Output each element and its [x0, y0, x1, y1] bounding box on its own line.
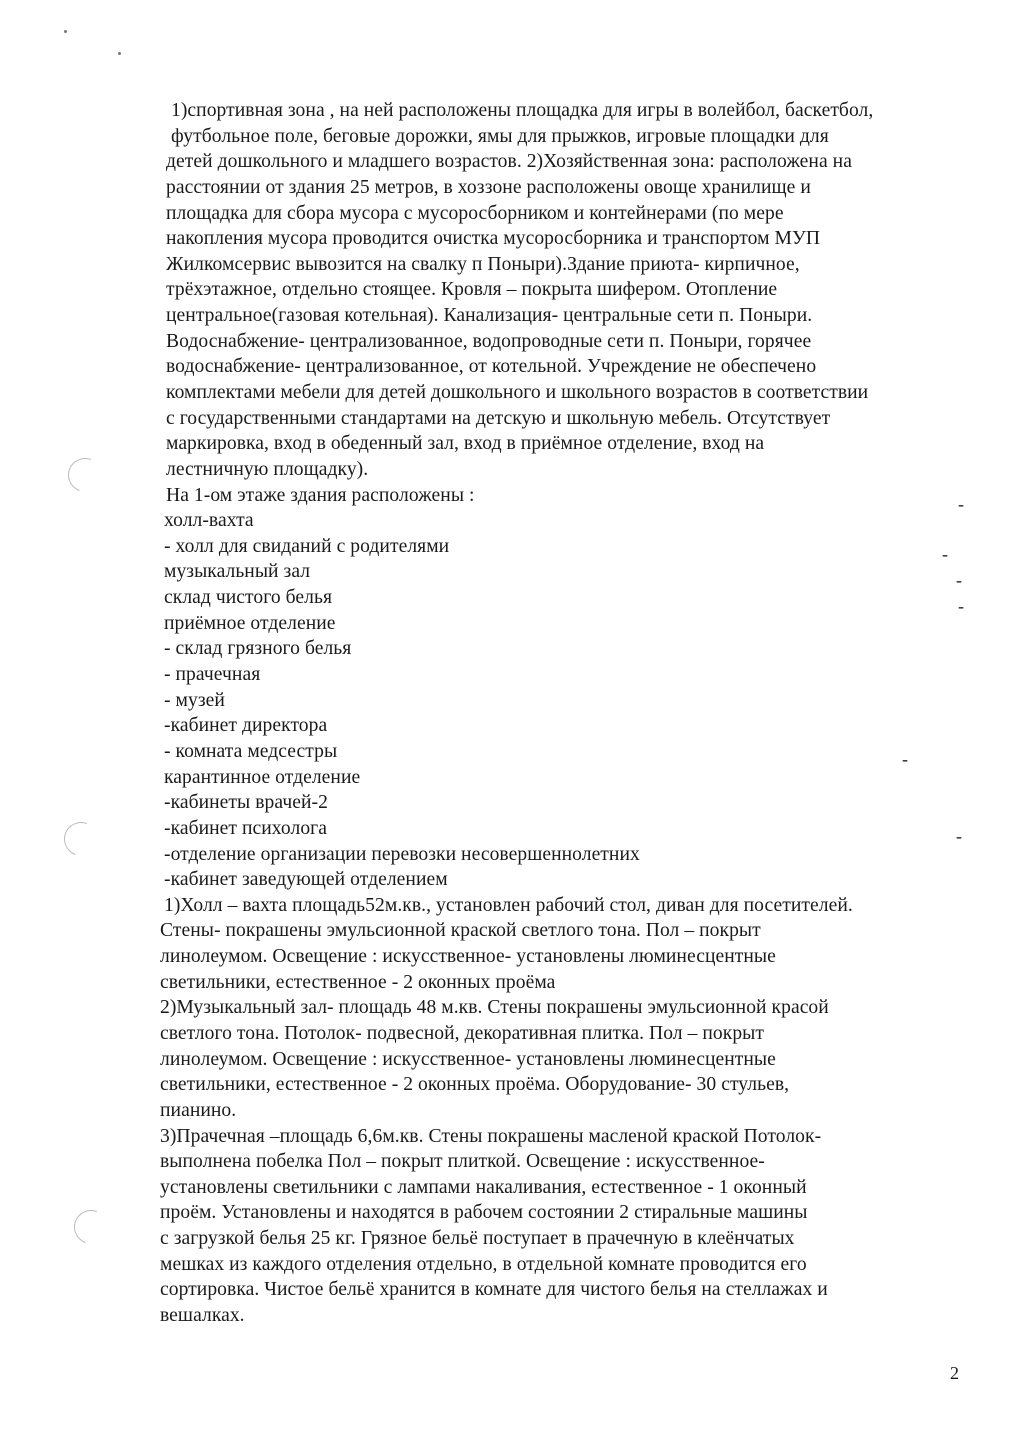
- text-line: -отделение организации перевозки несовершеннолетних: [164, 844, 640, 865]
- text-line: футбольное поле, беговые дорожки, ямы для прыжков, игровые площадки для: [171, 126, 829, 147]
- scan-speck: [64, 30, 67, 33]
- page-number: 2: [950, 1363, 959, 1383]
- text-line: площадка для сбора мусора с мусоросборником и контейнерами (по мере: [166, 203, 784, 224]
- text-line: 1)спортивная зона , на ней расположены площадка для игры в волейбол, баскетбол,: [171, 100, 874, 121]
- text-line: - прачечная: [164, 664, 261, 685]
- text-line: сортировка. Чистое бельё хранится в комнате для чистого белья на стеллажах и: [160, 1279, 828, 1300]
- text-line: - комната медсестры: [164, 741, 338, 762]
- text-line: детей дошкольного и младшего возрастов. 2)Хозяйственная зона: расположена на: [166, 151, 852, 172]
- punch-hole-mark: [58, 816, 103, 861]
- text-line: Жилкомсервис вывозится на свалку п Поныри).Здание приюта- кирпичное,: [166, 254, 800, 275]
- text-line: - холл для свиданий с родителями: [164, 536, 450, 557]
- text-line: вешалках.: [160, 1305, 245, 1326]
- text-line: -кабинет директора: [164, 715, 328, 736]
- text-line: линолеумом. Освещение : искусственное- установлены люминесцентные: [160, 1049, 776, 1070]
- text-line: комплектами мебели для детей дошкольного и школьного возрастов в соответствии: [166, 382, 869, 403]
- text-line: с государственными стандартами на детскую и школьную мебель. Отсутствует: [166, 408, 831, 429]
- text-line: проём. Установлены и находятся в рабочем состоянии 2 стиральные машины: [160, 1202, 808, 1223]
- margin-dash: -: [956, 826, 962, 846]
- margin-dash: -: [958, 494, 964, 514]
- text-line: водоснабжение- централизованное, от котельной. Учреждение не обеспечено: [166, 356, 817, 377]
- text-line: -кабинет заведующей отделением: [164, 869, 448, 890]
- text-line: - музей: [164, 690, 225, 711]
- text-line: расстоянии от здания 25 метров, в хоззоне расположены овоще хранилище и: [166, 177, 811, 198]
- text-line: Водоснабжение- централизованное, водопроводные сети п. Поныри, горячее: [166, 331, 812, 352]
- punch-hole-mark: [68, 1204, 113, 1249]
- text-line: выполнена побелка Пол – покрыт плиткой. Освещение : искусственное-: [160, 1151, 765, 1172]
- margin-dash: -: [956, 570, 962, 590]
- text-line: приёмное отделение: [164, 613, 336, 634]
- text-line: линолеумом. Освещение : искусственное- установлены люминесцентные: [160, 946, 776, 967]
- text-line: 1)Холл – вахта площадь52м.кв., установлен рабочий стол, диван для посетителей.: [164, 895, 853, 916]
- text-line: На 1-ом этаже здания расположены :: [166, 485, 475, 506]
- punch-hole-mark: [62, 452, 107, 497]
- text-line: с загрузкой белья 25 кг. Грязное бельё поступает в прачечную в клеёнчатых: [160, 1228, 795, 1249]
- text-line: склад чистого белья: [164, 587, 333, 608]
- text-line: светильники, естественное - 2 оконных проёма: [160, 972, 556, 993]
- text-line: светильники, естественное - 2 оконных проёма. Оборудование- 30 стульев,: [160, 1074, 790, 1095]
- text-line: маркировка, вход в обеденный зал, вход в приёмное отделение, вход на: [166, 433, 765, 454]
- text-line: светлого тона. Потолок- подвесной, декоративная плитка. Пол – покрыт: [160, 1023, 765, 1044]
- text-line: холл-вахта: [164, 510, 254, 531]
- text-line: карантинное отделение: [164, 767, 361, 788]
- scan-speck: [118, 52, 121, 55]
- text-line: установлены светильники с лампами накаливания, естественное - 1 оконный: [160, 1177, 807, 1198]
- text-line: -кабинет психолога: [164, 818, 328, 839]
- text-line: - склад грязного белья: [164, 638, 352, 659]
- text-line: 3)Прачечная –площадь 6,6м.кв. Стены покрашены масленой краской Потолок-: [160, 1126, 822, 1147]
- margin-dash: -: [958, 596, 964, 616]
- margin-dash: -: [902, 749, 908, 769]
- text-line: Стены- покрашены эмульсионной краской светлого тона. Пол – покрыт: [160, 920, 761, 941]
- text-line: центральное(газовая котельная). Канализация- центральные сети п. Поныри.: [166, 305, 813, 326]
- text-line: накопления мусора проводится очистка мусоросборника и транспортом МУП: [166, 228, 821, 249]
- text-line: пианино.: [160, 1100, 237, 1121]
- text-line: музыкальный зал: [164, 561, 311, 582]
- text-line: 2)Музыкальный зал- площадь 48 м.кв. Стены покрашены эмульсионной красой: [160, 997, 829, 1018]
- text-line: -кабинеты врачей-2: [164, 792, 328, 813]
- text-line: лестничную площадку).: [166, 459, 369, 480]
- text-line: трёхэтажное, отдельно стоящее. Кровля – покрыта шифером. Отопление: [166, 279, 778, 300]
- text-line: мешках из каждого отделения отдельно, в отдельной комнате проводится его: [160, 1254, 807, 1275]
- margin-dash: -: [942, 544, 948, 564]
